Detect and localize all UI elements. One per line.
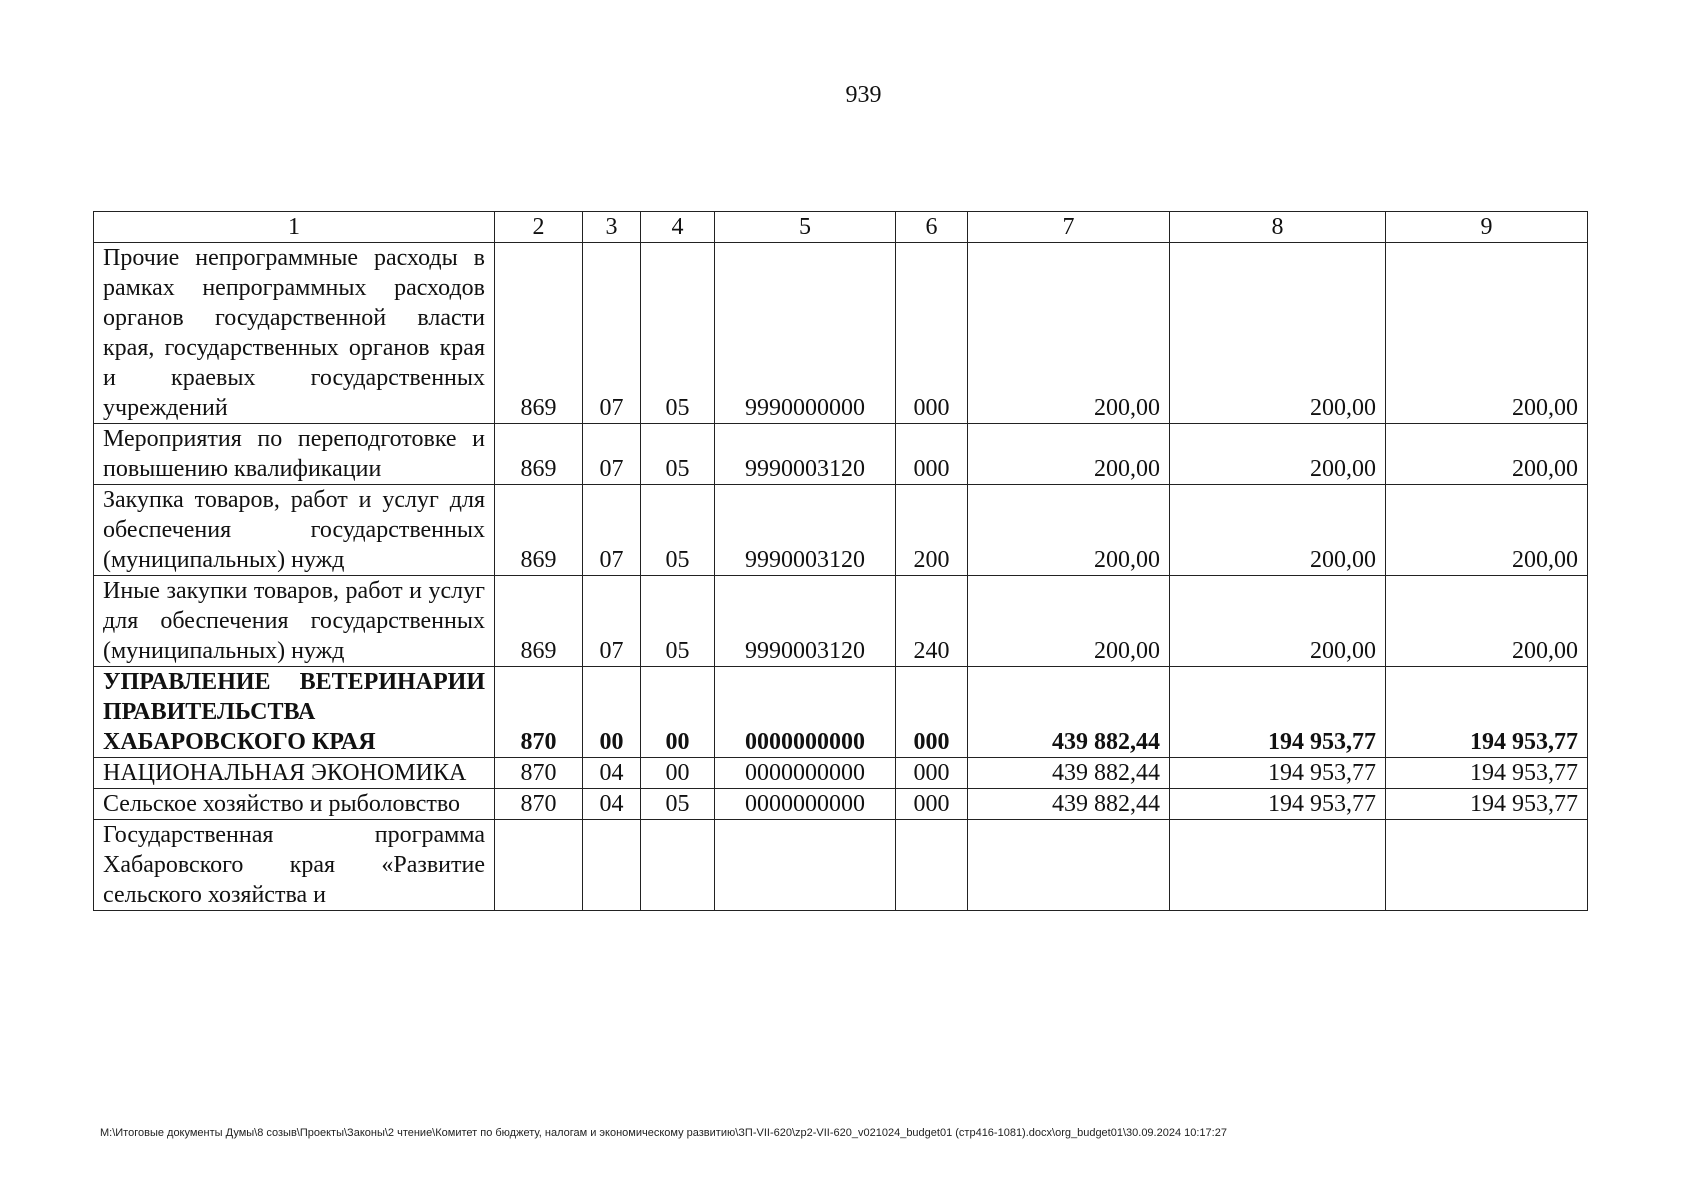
cell-col8: 194 953,77 [1170, 667, 1386, 758]
cell-col5: 0000000000 [715, 667, 896, 758]
cell-col7 [968, 820, 1170, 911]
cell-col7: 200,00 [968, 243, 1170, 424]
cell-col6: 000 [896, 758, 968, 789]
cell-col5 [715, 820, 896, 911]
cell-col4: 05 [641, 485, 715, 576]
cell-col2 [495, 820, 583, 911]
table-row-department [94, 667, 1588, 758]
table-row [94, 789, 1588, 820]
row-name: Прочие непрограммные расходы в рамках непрограммных расходов органов государственной власти края, государственных органов края и краевых государственных учреждений [94, 243, 495, 424]
cell-col7: 439 882,44 [968, 789, 1170, 820]
footer-file-path: M:\Итоговые документы Думы\8 созыв\Проекты\Законы\2 чтение\Комитет по бюджету, налогам и экономическому развитию\ЗП-VII-620\zp2-VII-620_v021024_budget01 (стр416-1081).docx\org_budget01\30.09.2024 10:17:27 [100, 1127, 1227, 1139]
header-cell: 5 [715, 212, 896, 243]
cell-col8: 200,00 [1170, 243, 1386, 424]
cell-col3 [583, 820, 641, 911]
cell-col6: 000 [896, 424, 968, 485]
cell-col5: 0000000000 [715, 789, 896, 820]
cell-col4: 05 [641, 424, 715, 485]
cell-col3: 04 [583, 758, 641, 789]
cell-col4: 05 [641, 789, 715, 820]
cell-col5: 9990003120 [715, 576, 896, 667]
cell-col6: 000 [896, 789, 968, 820]
header-cell: 4 [641, 212, 715, 243]
header-cell: 2 [495, 212, 583, 243]
cell-col8: 194 953,77 [1170, 758, 1386, 789]
cell-col6: 000 [896, 243, 968, 424]
cell-col3: 07 [583, 576, 641, 667]
header-cell: 3 [583, 212, 641, 243]
header-cell: 7 [968, 212, 1170, 243]
cell-col8: 200,00 [1170, 485, 1386, 576]
cell-col2: 869 [495, 485, 583, 576]
row-name: НАЦИОНАЛЬНАЯ ЭКОНОМИКА [94, 758, 495, 789]
cell-col7: 200,00 [968, 576, 1170, 667]
cell-col3: 04 [583, 789, 641, 820]
cell-col2: 869 [495, 576, 583, 667]
cell-col5: 0000000000 [715, 758, 896, 789]
row-name: Сельское хозяйство и рыболовство [94, 789, 495, 820]
header-cell: 6 [896, 212, 968, 243]
cell-col9: 200,00 [1386, 243, 1588, 424]
table-row [94, 820, 1588, 911]
cell-col2: 869 [495, 243, 583, 424]
row-name: Государственная программа Хабаровского края «Развитие сельского хозяйства и [94, 820, 495, 911]
header-cell: 9 [1386, 212, 1588, 243]
cell-col5: 9990003120 [715, 485, 896, 576]
cell-col8: 200,00 [1170, 424, 1386, 485]
cell-col4: 00 [641, 758, 715, 789]
header-cell: 8 [1170, 212, 1386, 243]
cell-col9: 194 953,77 [1386, 789, 1588, 820]
cell-col7: 200,00 [968, 424, 1170, 485]
cell-col3: 07 [583, 424, 641, 485]
cell-col2: 870 [495, 789, 583, 820]
row-name: Иные закупки товаров, работ и услуг для обеспечения государственных (муниципальных) нужд [94, 576, 495, 667]
cell-col5: 9990003120 [715, 424, 896, 485]
cell-col3: 07 [583, 485, 641, 576]
cell-col7: 200,00 [968, 485, 1170, 576]
table-row [94, 758, 1588, 789]
row-name: УПРАВЛЕНИЕ ВЕТЕРИНАРИИ ПРАВИТЕЛЬСТВА ХАБАРОВСКОГО КРАЯ [94, 667, 495, 758]
cell-col2: 870 [495, 667, 583, 758]
cell-col9: 194 953,77 [1386, 667, 1588, 758]
header-cell: 1 [94, 212, 495, 243]
cell-col6: 200 [896, 485, 968, 576]
cell-col9: 200,00 [1386, 424, 1588, 485]
row-name: Мероприятия по переподготовке и повышению квалификации [94, 424, 495, 485]
cell-col8: 200,00 [1170, 576, 1386, 667]
cell-col6: 240 [896, 576, 968, 667]
cell-col3: 00 [583, 667, 641, 758]
cell-col8 [1170, 820, 1386, 911]
header-row [94, 212, 1588, 243]
cell-col7: 439 882,44 [968, 758, 1170, 789]
page-number: 939 [845, 82, 882, 108]
cell-col2: 869 [495, 424, 583, 485]
cell-col3: 07 [583, 243, 641, 424]
cell-col9: 200,00 [1386, 485, 1588, 576]
cell-col4: 05 [641, 576, 715, 667]
cell-col4: 05 [641, 243, 715, 424]
cell-col7: 439 882,44 [968, 667, 1170, 758]
cell-col2: 870 [495, 758, 583, 789]
table-row [94, 424, 1588, 485]
cell-col9: 200,00 [1386, 576, 1588, 667]
cell-col6 [896, 820, 968, 911]
budget-table [93, 211, 1588, 911]
table-row [94, 576, 1588, 667]
cell-col6: 000 [896, 667, 968, 758]
table-row [94, 243, 1588, 424]
cell-col4 [641, 820, 715, 911]
cell-col8: 194 953,77 [1170, 789, 1386, 820]
cell-col9 [1386, 820, 1588, 911]
cell-col5: 9990000000 [715, 243, 896, 424]
cell-col9: 194 953,77 [1386, 758, 1588, 789]
row-name: Закупка товаров, работ и услуг для обеспечения государственных (муниципальных) нужд [94, 485, 495, 576]
table-row [94, 485, 1588, 576]
cell-col4: 00 [641, 667, 715, 758]
